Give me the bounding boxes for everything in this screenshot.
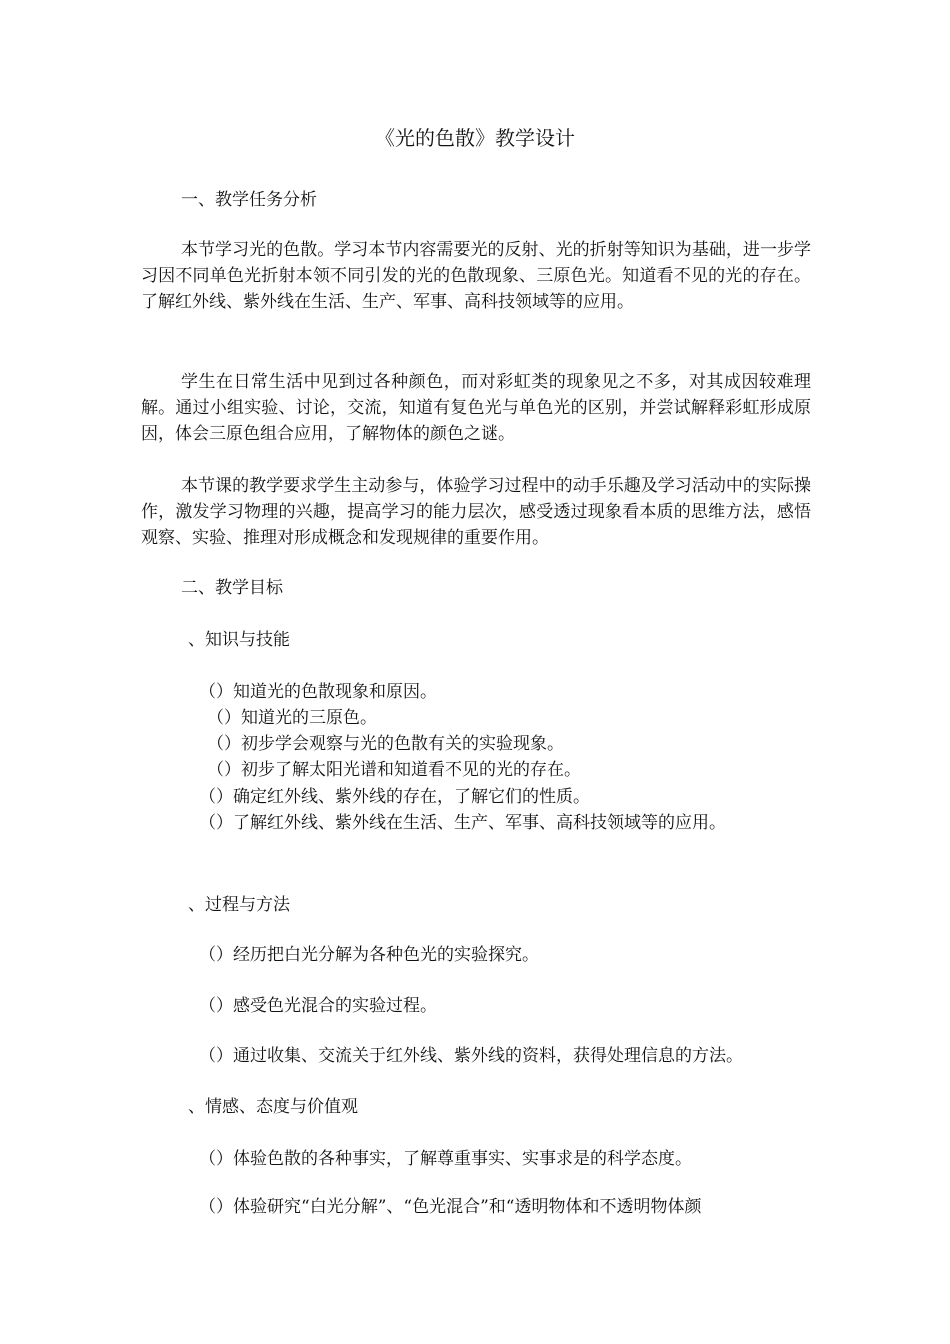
knowledge-item: （）确定红外线、紫外线的存在，了解它们的性质。 bbox=[199, 787, 590, 807]
section-heading-task-analysis: 一、教学任务分析 bbox=[181, 190, 317, 210]
document-title: 《光的色散》教学设计 bbox=[375, 126, 575, 150]
emotion-item: （）体验研究“白光分解”、“色光混合”和“透明物体和不透明物体颜 bbox=[199, 1197, 702, 1217]
knowledge-item: （）初步了解太阳光谱和知道看不见的光的存在。 bbox=[207, 760, 581, 780]
knowledge-item: （）了解红外线、紫外线在生活、生产、军事、高科技领域等的应用。 bbox=[199, 813, 726, 833]
knowledge-item: （）知道光的三原色。 bbox=[207, 708, 377, 728]
emotion-item: （）体验色散的各种事实，了解尊重事实、实事求是的科学态度。 bbox=[199, 1149, 692, 1169]
section-heading-teaching-goals: 二、教学目标 bbox=[181, 578, 283, 598]
paragraph-task-analysis-3: 本节课的教学要求学生主动参与，体验学习过程中的动手乐趣及学习活动中的实际操作，激发学习物理的兴趣，提高学习的能力层次，感受透过现象看本质的思维方法，感悟观察、实验、推理对形成概念和发现规律的重要作用。 bbox=[141, 476, 811, 548]
subheading-knowledge-skills: 、知识与技能 bbox=[188, 630, 290, 650]
paragraph-task-analysis-1: 本节学习光的色散。学习本节内容需要光的反射、光的折射等知识为基础，进一步学习因不同单色光折射本领不同引发的光的色散现象、三原色光。知道看不见的光的存在。了解红外线、紫外线在生活、生产、军事、高科技领域等的应用。 bbox=[141, 240, 811, 312]
subheading-process-methods: 、过程与方法 bbox=[188, 895, 290, 915]
subheading-emotion-values: 、情感、态度与价值观 bbox=[188, 1097, 358, 1117]
knowledge-item: （）知道光的色散现象和原因。 bbox=[199, 682, 437, 702]
knowledge-item: （）初步学会观察与光的色散有关的实验现象。 bbox=[207, 734, 564, 754]
process-item: （）通过收集、交流关于红外线、紫外线的资料，获得处理信息的方法。 bbox=[199, 1046, 743, 1066]
paragraph-task-analysis-2: 学生在日常生活中见到过各种颜色，而对彩虹类的现象见之不多，对其成因较难理解。通过小组实验、讨论，交流，知道有复色光与单色光的区别，并尝试解释彩虹形成原因，体会三原色组合应用，了解物体的颜色之谜。 bbox=[141, 372, 811, 444]
process-item: （）经历把白光分解为各种色光的实验探究。 bbox=[199, 945, 539, 965]
process-item: （）感受色光混合的实验过程。 bbox=[199, 996, 437, 1016]
